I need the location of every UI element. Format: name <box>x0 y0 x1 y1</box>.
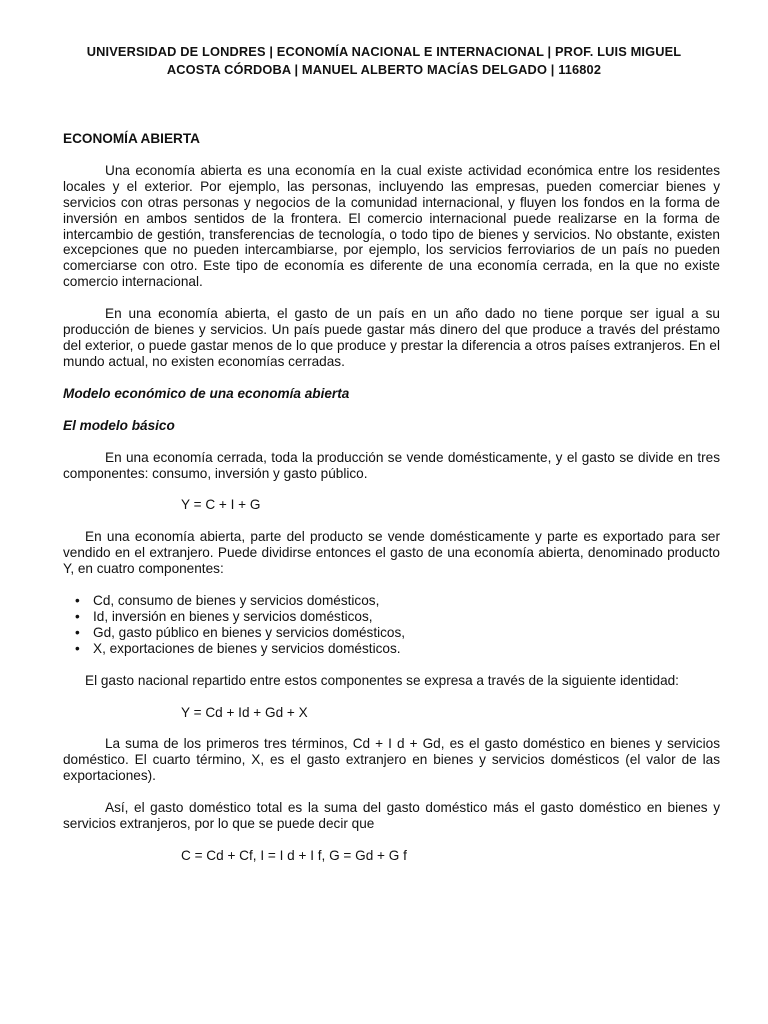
list-item <box>63 641 720 657</box>
bullet-icon: • <box>75 608 80 624</box>
formula-components: C = Cd + Cf, I = I d + I f, G = Gd + G f <box>181 848 407 863</box>
paragraph-national-spending: El gasto nacional repartido entre estos componentes se expresa a través de la siguiente identidad: <box>85 672 679 688</box>
paragraph-open-economy: En una economía abierta, parte del producto se vende domésticamente y parte es exportado para ser vendido en el extranjero. Puede dividirse entonces el gasto de una economía abierta, denominado producto Y, en cuatro componentes: <box>63 529 720 577</box>
list-item-text: Cd, consumo de bienes y servicios domésticos, <box>93 593 380 609</box>
subheading-basic-model: El modelo básico <box>63 417 175 433</box>
subheading-model: Modelo económico de una economía abierta <box>63 385 350 401</box>
list-item <box>63 609 720 625</box>
bullet-icon: • <box>75 624 80 640</box>
formula-closed: Y = C + I + G <box>181 497 261 513</box>
paragraph-closed-economy: En una economía cerrada, toda la producción se vende domésticamente, y el gasto se divide en tres componentes: consumo, inversión y gasto público. <box>63 449 720 481</box>
section-title: ECONOMÍA ABIERTA <box>63 131 200 146</box>
list-item <box>63 593 720 609</box>
paragraph-definition: Una economía abierta es una economía en la cual existe actividad económica entre los residentes locales y el exterior. Por ejemplo, las personas, incluyendo las empresas, pueden comerciar bienes y servicios con otras personas y negocios de la comunidad internacional, y fluyen los fondos en la forma de inversión en ambos sentidos de la frontera. El comercio internacional puede realizarse en la forma de intercambio de gestión, transferencias de tecnología, o todo tipo de bienes y servicios. No obstante, existen excepciones que no pueden intercambiarse, por ejemplo, los servicios ferroviarios de un país no pueden comerciarse con otro. Este tipo de economía es diferente de una economía cerrada, en la que no existe comercio internacional. <box>63 162 720 290</box>
header-line-2: ACOSTA CÓRDOBA | MANUEL ALBERTO MACÍAS DELGADO | 116802 <box>166 62 602 77</box>
list-item-text: X, exportaciones de bienes y servicios domésticos. <box>93 640 401 656</box>
document-body <box>63 131 720 880</box>
list-item-text: Id, inversión en bienes y servicios domésticos, <box>93 608 373 624</box>
paragraph-spending: En una economía abierta, el gasto de un país en un año dado no tiene porque ser igual a su producción de bienes y servicios. Un país puede gastar más dinero del que produce a través del préstamo del exterior, o puede gastar menos de lo que produce y prestar la diferencia a otros países extranjeros. En el mundo actual, no existen economías cerradas. <box>63 306 720 369</box>
formula-open: Y = Cd + Id + Gd + X <box>181 704 308 720</box>
list-item-text: Gd, gasto público en bienes y servicios domésticos, <box>93 624 406 640</box>
paragraph-sum-terms: La suma de los primeros tres términos, Cd + I d + Gd, es el gasto doméstico en bienes y servicios doméstico. El cuarto término, X, es el gasto extranjero en bienes y servicios domésticos (el valor de las exportaciones). <box>63 736 720 784</box>
list-item <box>63 625 720 641</box>
bullet-icon: • <box>75 593 80 609</box>
document-header <box>60 43 708 79</box>
bullet-icon: • <box>75 640 80 656</box>
paragraph-total-domestic: Así, el gasto doméstico total es la suma del gasto doméstico más el gasto doméstico en bienes y servicios extranjeros, por lo que se puede decir que <box>63 800 720 832</box>
header-line-1: UNIVERSIDAD DE LONDRES | ECONOMÍA NACIONAL E INTERNACIONAL | PROF. LUIS MIGUEL <box>86 44 682 59</box>
components-list <box>63 593 720 657</box>
